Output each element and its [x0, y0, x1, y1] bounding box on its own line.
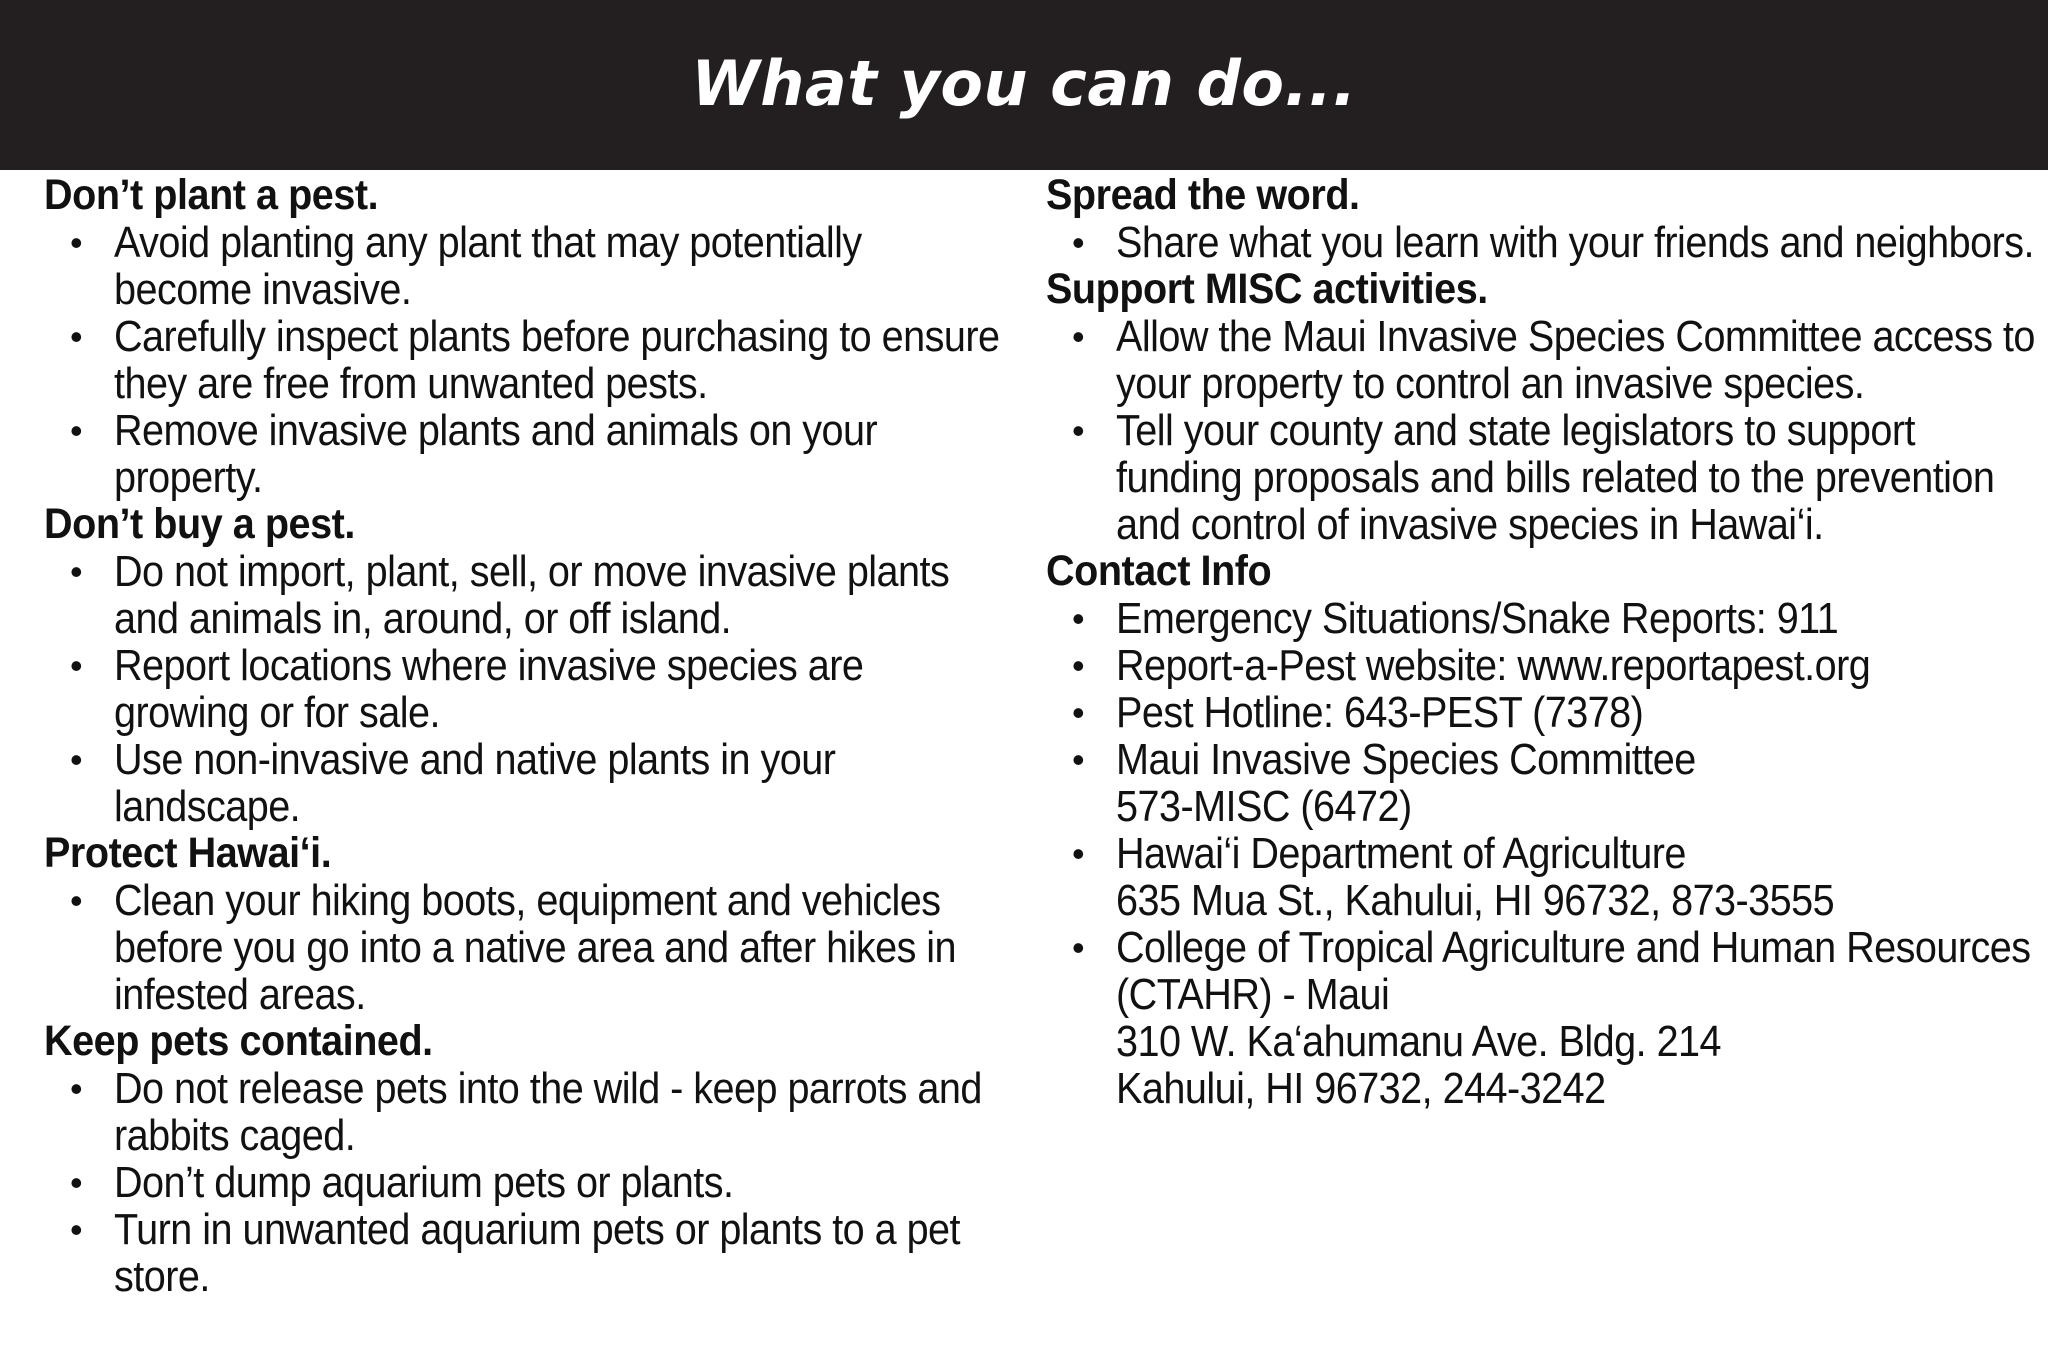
list-item: • Allow the Maui Invasive Species Committee access to your property to control an invasive species. [1072, 312, 2035, 408]
section-heading: Don’t plant a pest. [44, 171, 379, 219]
bullet-list [44, 877, 1004, 1018]
page-title: What you can do... [691, 46, 1357, 120]
list-item: • Use non-invasive and native plants in your landscape. [70, 735, 836, 831]
contact-item: • Hawai‘i Department of Agriculture 635 Mua St., Kahului, HI 96732, 873-3555 [1072, 829, 1835, 925]
list-item: • Turn in unwanted aquarium pets or plants to a pet store. [70, 1205, 960, 1301]
bullet-list [1046, 313, 2036, 548]
section-spread-the-word [1046, 172, 2036, 266]
section-support-misc [1046, 266, 2036, 548]
section-heading: Spread the word. [1046, 171, 1360, 219]
list-item: • Share what you learn with your friends and neighbors. [1072, 218, 2034, 267]
bullet-icon: • [70, 880, 83, 921]
section-heading: Protect Hawai‘i. [44, 829, 332, 877]
list-item: • Avoid planting any plant that may potentially become invasive. [70, 218, 862, 314]
bullet-icon: • [70, 739, 83, 780]
contact-list [1046, 595, 2036, 1112]
section-dont-plant-a-pest [44, 172, 1004, 501]
contact-item: • College of Tropical Agriculture and Human Resources (CTAHR) - Maui 310 W. Ka‘ahumanu Ave. Bldg. 214 Kahului, HI 96732, 244-3242 [1072, 923, 2031, 1113]
bullet-list [44, 548, 1004, 830]
bullet-icon: • [70, 222, 83, 263]
section-dont-buy-a-pest [44, 501, 1004, 830]
contact-item: • Report-a-Pest website: www.reportapest.org [1072, 641, 1871, 690]
list-item: • Do not release pets into the wild - keep parrots and rabbits caged. [70, 1064, 982, 1160]
bullet-icon: • [1072, 833, 1085, 874]
section-heading: Keep pets contained. [44, 1017, 433, 1065]
bullet-icon: • [1072, 316, 1085, 357]
bullet-icon: • [70, 410, 83, 451]
bullet-list [44, 1065, 1004, 1300]
bullet-icon: • [70, 1209, 83, 1250]
left-column [44, 172, 1004, 1300]
list-item: • Carefully inspect plants before purchasing to ensure they are free from unwanted pests. [70, 312, 1000, 408]
bullet-icon: • [1072, 645, 1085, 686]
list-item: • Tell your county and state legislators to support funding proposals and bills related to the prevention and control of invasive species in Hawai‘i. [1072, 406, 1995, 549]
bullet-icon: • [1072, 410, 1085, 451]
contact-item: • Maui Invasive Species Committee 573-MISC (6472) [1072, 735, 1696, 831]
section-heading: Don’t buy a pest. [44, 500, 355, 548]
list-item: • Remove invasive plants and animals on your property. [70, 406, 878, 502]
bullet-icon: • [1072, 739, 1085, 780]
section-contact-info [1046, 548, 2036, 1112]
bullet-icon: • [1072, 598, 1085, 639]
right-column [1046, 172, 2036, 1112]
contact-item: • Emergency Situations/Snake Reports: 911 [1072, 594, 1839, 643]
bullet-icon: • [70, 1068, 83, 1109]
list-item: • Don’t dump aquarium pets or plants. [70, 1158, 734, 1207]
bullet-icon: • [70, 551, 83, 592]
list-item: • Do not import, plant, sell, or move invasive plants and animals in, around, or off island. [70, 547, 950, 643]
bullet-icon: • [1072, 927, 1085, 968]
bullet-icon: • [70, 645, 83, 686]
list-item: • Clean your hiking boots, equipment and vehicles before you go into a native area and after hikes in infested areas. [70, 876, 957, 1019]
bullet-list [44, 219, 1004, 501]
contact-item: • Pest Hotline: 643-PEST (7378) [1072, 688, 1644, 737]
header-banner [0, 0, 2048, 170]
bullet-list [1046, 219, 2036, 266]
bullet-icon: • [1072, 222, 1085, 263]
section-protect-hawaii [44, 830, 1004, 1018]
section-heading: Contact Info [1046, 547, 1272, 595]
section-keep-pets-contained [44, 1018, 1004, 1300]
section-heading: Support MISC activities. [1046, 265, 1488, 313]
bullet-icon: • [70, 316, 83, 357]
bullet-icon: • [1072, 692, 1085, 733]
list-item: • Report locations where invasive species are growing or for sale. [70, 641, 864, 737]
bullet-icon: • [70, 1162, 83, 1203]
